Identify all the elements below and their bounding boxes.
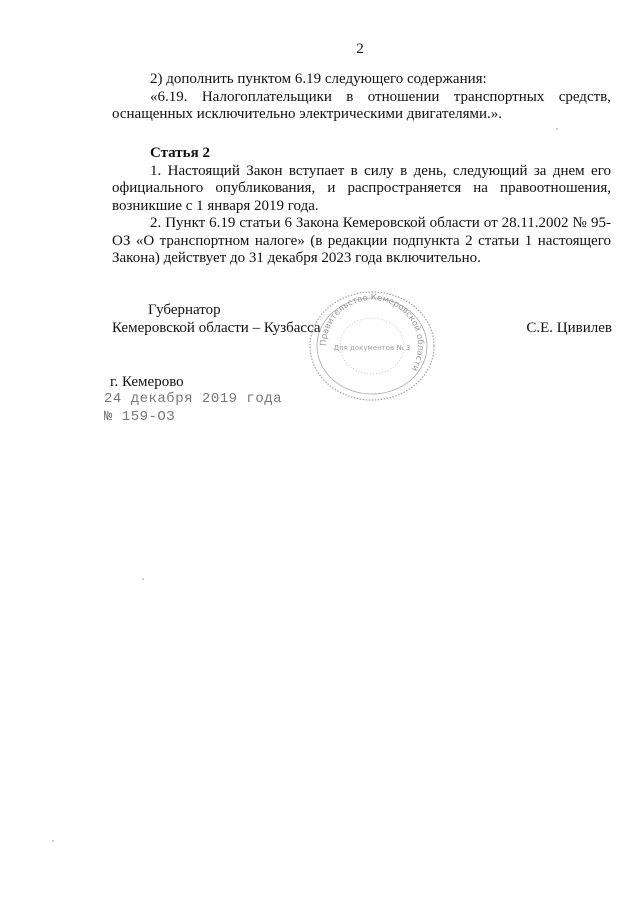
article-paragraph-2: 2. Пункт 6.19 статьи 6 Закона Кемеровской области от 28.11.2002 № 95-ОЗ «О транспортном налоге» (в редакции подпункта 2 статьи 1 настоящего Закона) действует до 31 декабря 2023 года включительно. bbox=[112, 215, 611, 266]
registration-number: № 159-ОЗ bbox=[104, 409, 176, 425]
scan-speck bbox=[142, 578, 144, 580]
amendment-intro: 2) дополнить пунктом 6.19 следующего содержания: bbox=[150, 71, 487, 87]
signatory-title: Губернатор bbox=[148, 302, 221, 318]
article-title: Статья 2 bbox=[150, 145, 210, 161]
place-of-signing: г. Кемерово bbox=[110, 374, 184, 390]
registration-date: 24 декабря 2019 года bbox=[104, 391, 283, 407]
seal-center-text: Для документов № 3 bbox=[333, 344, 411, 352]
scan-speck bbox=[556, 128, 558, 130]
signatory-name: С.Е. Цивилев bbox=[526, 320, 612, 336]
amendment-block bbox=[112, 71, 611, 124]
amendment-quote: «6.19. Налогоплательщики в отношении транспортных средств, оснащенных исключительно электрическими двигателями.». bbox=[112, 88, 611, 122]
page-number: 2 bbox=[356, 41, 364, 57]
article-2 bbox=[112, 145, 611, 268]
scan-speck bbox=[52, 840, 54, 842]
official-seal bbox=[304, 288, 440, 404]
signatory-region: Кемеровской области – Кузбасса bbox=[112, 320, 321, 336]
seal-ring-text: Правительство Кемеровской области bbox=[318, 292, 426, 373]
article-paragraph-1: 1. Настоящий Закон вступает в силу в день, следующий за днем его официального опубликования, и распространяется на правоотношения, возникшие с 1 января 2019 года. bbox=[112, 162, 611, 214]
